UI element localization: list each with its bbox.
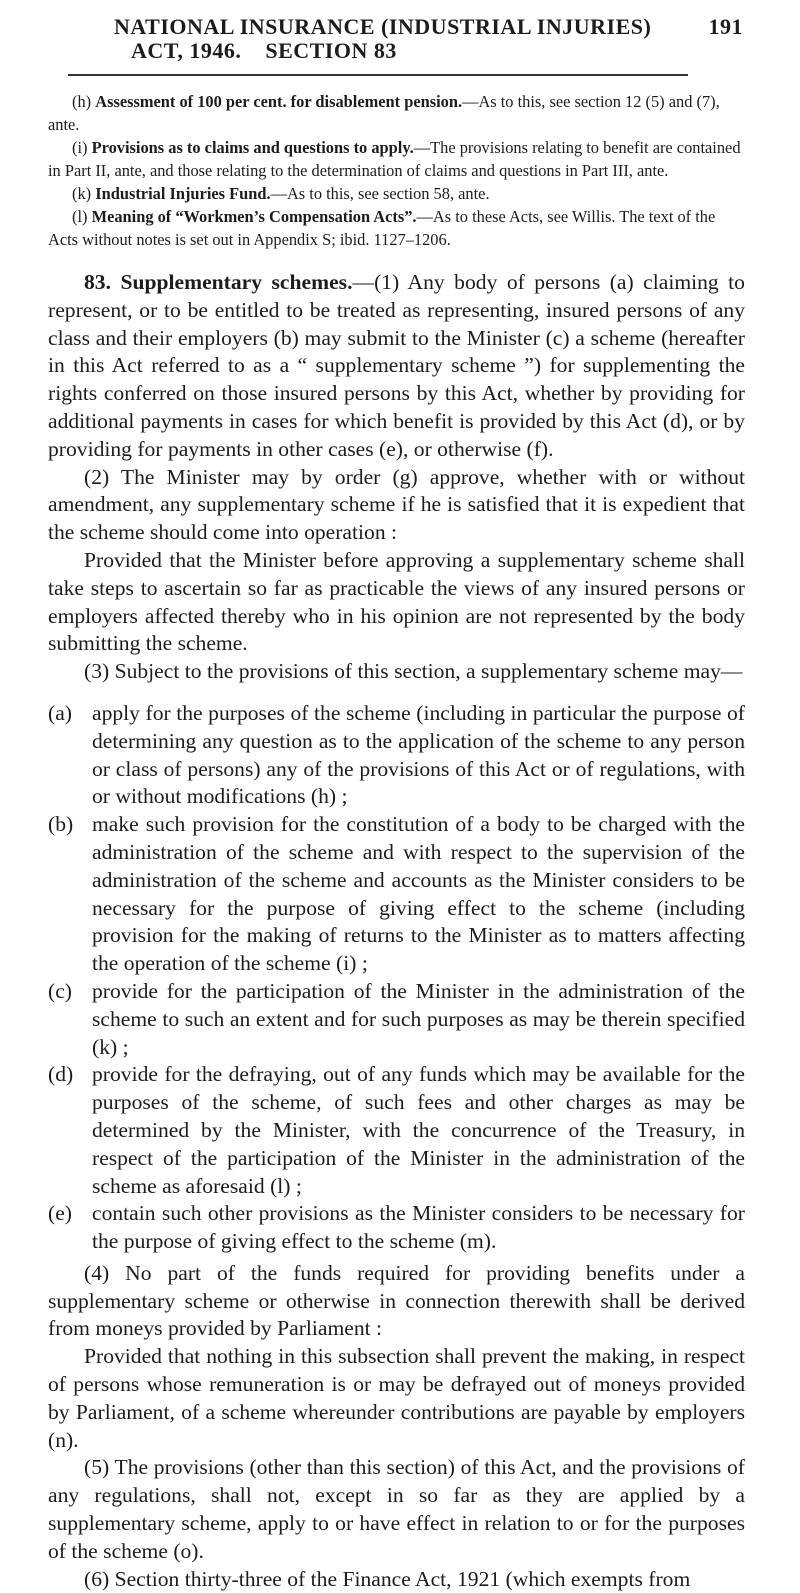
note-heading: Industrial Injuries Fund. [95,184,271,203]
running-header [48,0,745,64]
act-year: ACT, 1946. [131,38,242,63]
list-item [48,978,745,1061]
section-label: SECTION 83 [265,38,397,63]
section-body [48,269,745,1593]
item-text: contain such other provisions as the Minister considers to be necessary for the purpose of giving effect to the scheme (m). [92,1201,745,1254]
note-label: (l) [72,207,88,226]
subsection-4: (4) No part of the funds required for providing benefits under a supplementary scheme or otherwise in connection therewith shall be derived from moneys provided by Parliament : [48,1260,745,1341]
note-l [48,205,745,251]
item-text: provide for the participation of the Minister in the administration of the scheme to such an extent and for such purposes as may be therein specified (k) ; [92,978,745,1059]
subsection-3-list [48,700,745,1256]
subsection-2-proviso: Provided that the Minister before approving a supplementary scheme shall take steps to ascertain so far as practicable the views of any insured persons or employers affected thereby who in his opinion are not represented by the body submitting the scheme. [48,547,745,656]
item-label: (d) [48,1062,74,1087]
section-number: 83. [84,270,111,294]
subsection-3: (3) Subject to the provisions of this section, a supplementary scheme may— [84,659,743,684]
header-title: NATIONAL INSURANCE (INDUSTRIAL INJURIES) [114,14,652,39]
note-heading: Provisions as to claims and questions to apply. [91,138,414,157]
note-label: (h) [72,92,92,111]
item-text: apply for the purposes of the scheme (including in particular the purpose of determining any question as to the application of the scheme to any person or class of persons) any of the provisions of this Act or of regulations, with or without modifications (h) ; [92,700,745,809]
item-text: make such provision for the constitution of a body to be charged with the administration of the scheme and with respect to the supervision of the administration of the scheme and accounts as the Minister considers to be necessary for the purpose of giving effect to the scheme (including provision for the making of returns to the Minister as to matters affecting the operation of the scheme (i) ; [92,812,745,976]
list-item [48,1061,745,1200]
list-item [48,1200,745,1256]
list-item [48,811,745,978]
section-heading: Supplementary schemes. [120,270,353,294]
footnotes [48,90,745,251]
header-rule [68,74,688,76]
page-number: 191 [708,14,743,39]
item-label: (b) [48,812,74,837]
note-text: —As to this, see section 12 (5) and (7), ante. [48,92,720,134]
note-i [48,136,745,182]
list-item [48,700,745,811]
subsection-4-proviso: Provided that nothing in this subsection shall prevent the making, in respect of persons whose remuneration is or may be defrayed out of moneys provided by Parliament, of a scheme whereunder contributions are payable by employers (n). [48,1344,745,1452]
subsection-1 [48,269,745,464]
subsection-2: (2) The Minister may by order (g) approve, whether with or without amendment, any supplementary scheme if he is satisfied that it is expedient that the scheme should come into operation : [48,464,745,545]
item-label: (a) [48,700,72,725]
subsection-6: (6) Section thirty-three of the Finance Act, 1921 (which exempts from [84,1566,691,1591]
note-label: (k) [72,184,92,203]
note-text: —As to these Acts, see Willis. The text of the Acts without notes is set out in Appendix S; ibid. 1127–1206. [48,207,716,249]
note-heading: Assessment of 100 per cent. for disablement pension. [95,92,463,111]
item-label: (e) [48,1201,72,1226]
note-text: —The provisions relating to benefit are contained in Part II, ante, and those relating to the determination of claims and questions in Part III, ante. [48,138,741,180]
item-label: (c) [48,978,72,1003]
note-k [48,182,745,205]
subsection-5: (5) The provisions (other than this section) of this Act, and the provisions of any regulations, shall not, except in so far as they are applied by a supplementary scheme, apply to or have effect in relation to or for the purposes of the scheme (o). [48,1455,745,1563]
note-heading: Meaning of “Workmen’s Compensation Acts”. [91,207,417,226]
note-label: (i) [72,138,88,157]
subsection-1-text: —(1) Any body of persons (a) claiming to represent, or to be entitled to be treated as representing, insured persons of any class and their employers (b) may submit to the Minister (c) a scheme (hereafter in this Act referred to as a “ supplementary scheme ”) for supplementing the rights conferred on those insured persons by this Act, whether by providing for additional payments in cases for which benefit is provided by this Act (d), or by providing for payments in other cases (e), or otherwise (f). [48,270,745,461]
note-h [48,90,745,136]
item-text: provide for the defraying, out of any funds which may be available for the purposes of the scheme, of such fees and other charges as may be determined by the Minister, with the concurrence of the Treasury, in respect of the participation of the Minister in the administration of the scheme as aforesaid (l) ; [92,1062,745,1198]
note-text: —As to this, see section 58, ante. [270,184,490,203]
